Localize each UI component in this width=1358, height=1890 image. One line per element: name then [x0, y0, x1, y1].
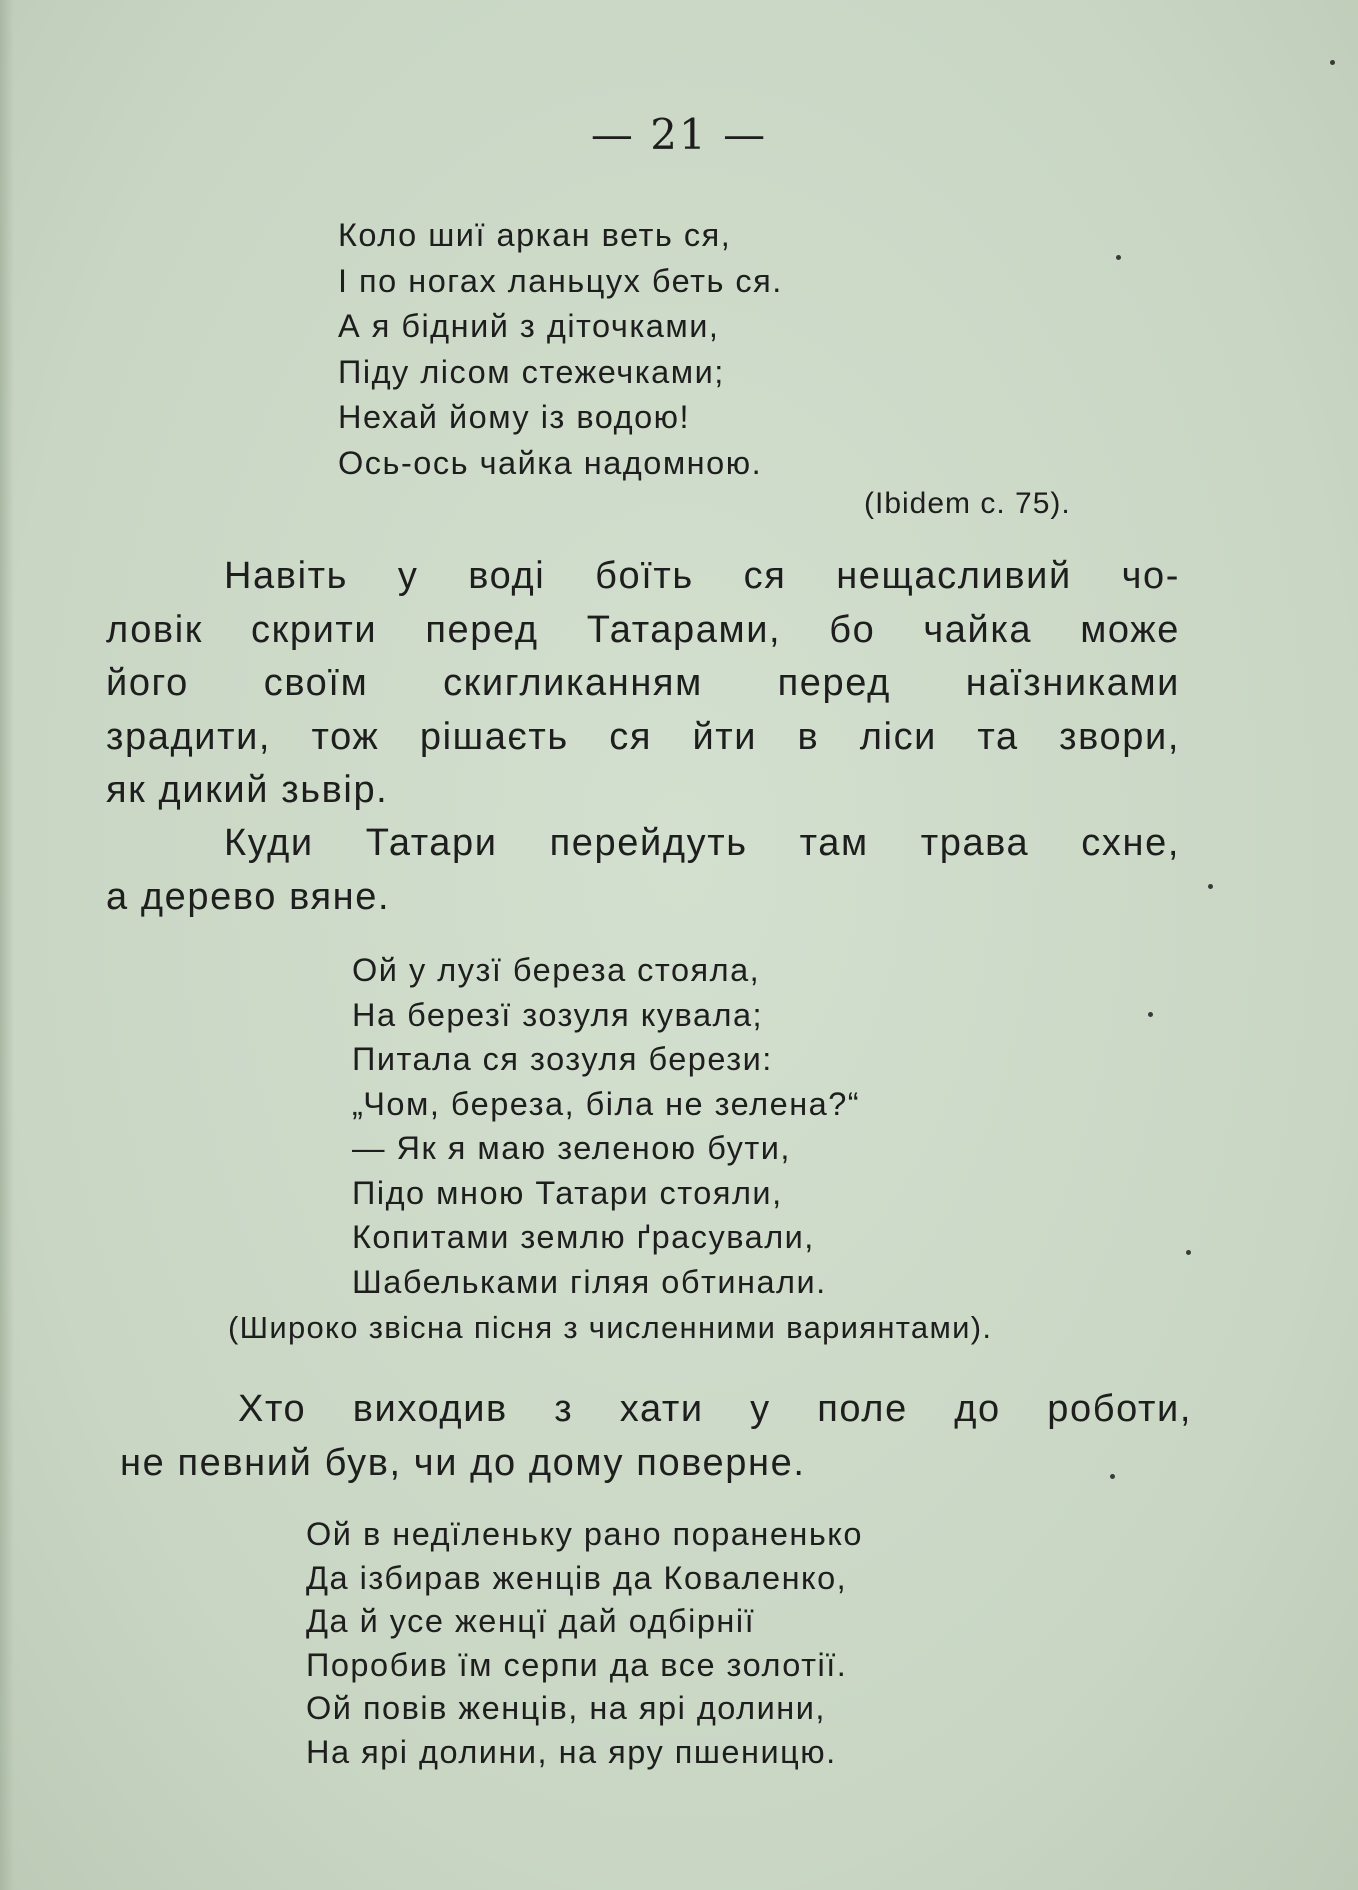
verse-stanza-3 [306, 1513, 863, 1774]
print-speck [1186, 1250, 1191, 1255]
verse-line: Піду лісом стежечками; [338, 353, 725, 390]
prose-line: ловік скрити перед Татарами, бо чайка може [106, 608, 1180, 651]
verse-line: „Чом, береза, біла не зелена?“ [352, 1085, 861, 1122]
prose-line: а дерево вяне. [106, 875, 391, 918]
verse-line: На ярі долини, на яру пшеницю. [306, 1733, 837, 1770]
prose-paragraph-1 [106, 555, 1180, 823]
prose-paragraph-3 [120, 1388, 1192, 1495]
verse-line: Поробив їм серпи да все золотії. [306, 1646, 848, 1683]
prose-line: як дикий зьвір. [106, 769, 389, 811]
prose-line: не певний був, чи до дому поверне. [120, 1441, 806, 1484]
verse-line: Ось-ось чайка надомною. [338, 444, 763, 481]
prose-line: Навіть у воді боїть ся нещасливий чо- [224, 555, 1180, 597]
verse-line: А я бідний з діточками, [338, 308, 720, 344]
verse-source-citation: (Ibidem с. 75). [864, 487, 1071, 520]
verse-line: Коло шиї аркан веть ся, [338, 217, 732, 253]
page-number: — 21 — [590, 110, 768, 159]
prose-line: зрадити, тож рішаєть ся йти в ліси та звори, [106, 715, 1180, 758]
verse-line: І по ногах ланьцух беть ся. [338, 262, 783, 299]
prose-paragraph-2 [106, 822, 1180, 929]
verse-line: Копитами землю ґрасували, [352, 1219, 815, 1255]
verse-stanza-1 [338, 213, 783, 486]
verse-stanza-2 [352, 948, 860, 1304]
verse-line: Ой в недїленьку рано пораненько [306, 1516, 863, 1552]
verse-line: На березї зозуля кувала; [352, 996, 764, 1033]
verse-source-citation: (Широко звісна пісня з численними вариянтами). [228, 1310, 993, 1345]
print-speck [1330, 60, 1335, 65]
verse-line: Да й усе женцї дай одбірнії [306, 1603, 756, 1639]
verse-line: Шабельками гіляя обтинали. [352, 1263, 827, 1300]
print-speck [1148, 1012, 1153, 1017]
print-speck [1208, 884, 1213, 889]
verse-line: Ой повів женців, на ярі долини, [306, 1690, 826, 1726]
prose-line: Хто виходив з хати у поле до роботи, [238, 1388, 1192, 1430]
prose-line: Куди Татари перейдуть там трава схне, [224, 822, 1180, 864]
verse-line: Питала ся зозуля берези: [352, 1041, 773, 1077]
prose-line: його своїм скигликанням перед наїзниками [106, 662, 1180, 704]
verse-line: Підо мною Татари стояли, [352, 1174, 783, 1211]
print-speck [1116, 255, 1121, 260]
verse-line: Нехай йому із водою! [338, 399, 691, 435]
verse-line: — Як я маю зеленою бути, [352, 1130, 791, 1166]
verse-line: Ой у лузї береза стояла, [352, 952, 761, 988]
print-speck [1110, 1474, 1115, 1479]
page-edge-shadow [0, 0, 14, 1890]
verse-line: Да ізбирав женців да Коваленко, [306, 1559, 848, 1596]
